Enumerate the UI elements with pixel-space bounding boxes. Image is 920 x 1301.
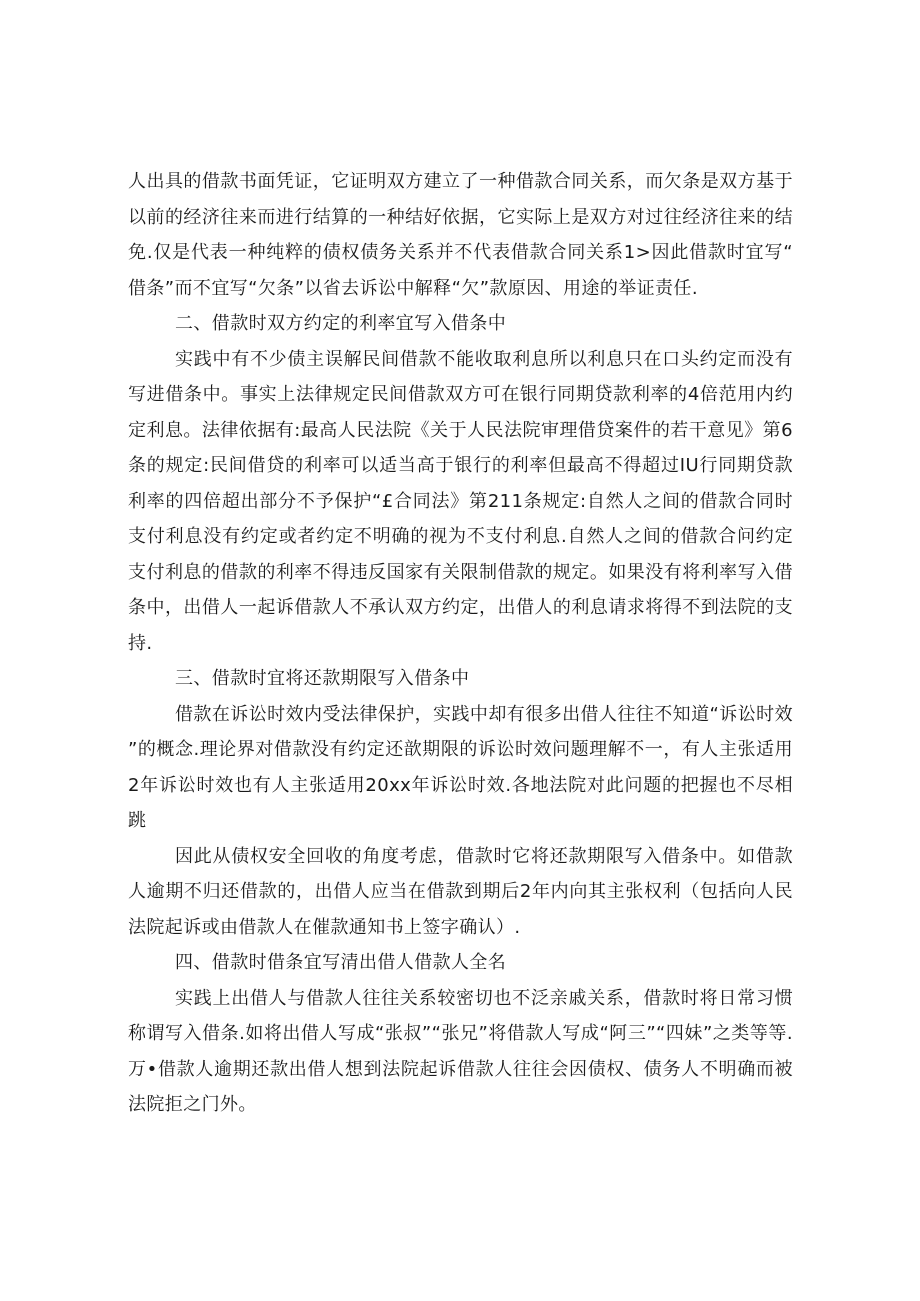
body-paragraph: 实践上出借人与借款人往往关系较密切也不泛亲戚关系，借款时将日常习惯称谓写入借条.如将出借人写成“张叔”“张兄”将借款人写成“阿三”“四妹”之类等等.万•借款人逾期还款出借人想到法院起诉借款人往往会因债权、债务人不明确而被法院拒之门外。 — [128, 987, 793, 1115]
document-body — [128, 164, 793, 1123]
section-heading: 三、借款时宜将还款期限写入借条中 — [175, 668, 470, 689]
body-paragraph: 人出具的借款书面凭证，它证明双方建立了一种借款合同关系，而欠条是双方基于以前的经济往来而进行结算的一种结好依据，它实际上是双方对过往经济往来的结免.仅是代表一种纯粹的债权债务关系并不代表借款合同关系1>因此借款时宜写“借条”而不宜写“欠条”以省去诉讼中解释“欠”款原因、用途的举证责任. — [128, 171, 793, 299]
body-paragraph: 借款在诉讼时效内受法律保护，实践中却有很多出借人往往不知道“诉讼时效”的概念.理论界对借款没有约定还歆期限的诉讼时效问题理解不一，有人主张适用2年诉讼时效也有人主张适用20xx年诉讼时效.各地法院对此问题的把握也不尽相跳 — [128, 703, 793, 831]
body-paragraph: 因此从债权安全回收的角度考虑，借款时它将还款期限写入借条中。如借款人逾期不归还借款的，出借人应当在借款到期后2年内向其主张权利（包括向人民法院起诉或由借款人在催款通知书上签字确认）. — [128, 845, 793, 938]
section-heading: 二、借款时双方约定的利率宜写入借条中 — [175, 313, 507, 334]
body-paragraph: 实践中有不少债主误解民间借款不能收取利息所以利息只在口头约定而没有写进借条中。事实上法律规定民间借款双方可在银行同期贷款利率的4倍范用内约定利息。法律依据有:最高人民法院《关于人民法院审理借贷案件的若干意见》第6条的规定:民间借贷的利率可以适当高于银行的利率但最高不得超过IU行同期贷款利率的四倍超出部分不予保护“£合同法》第211条规定:自然人之间的借款合同时支付利息没有约定或者约定不明确的视为不支付利息.自然人之间的借款合问约定支付利息的借款的利率不得违反国家有关限制借款的规定。如果没有将利率写入借条中，出借人一起诉借款人不承认双方约定，出借人的利息请求将得不到法院的支持. — [128, 348, 793, 654]
section-heading: 四、借款时借条宜写清出借人借款人全名 — [175, 952, 507, 973]
